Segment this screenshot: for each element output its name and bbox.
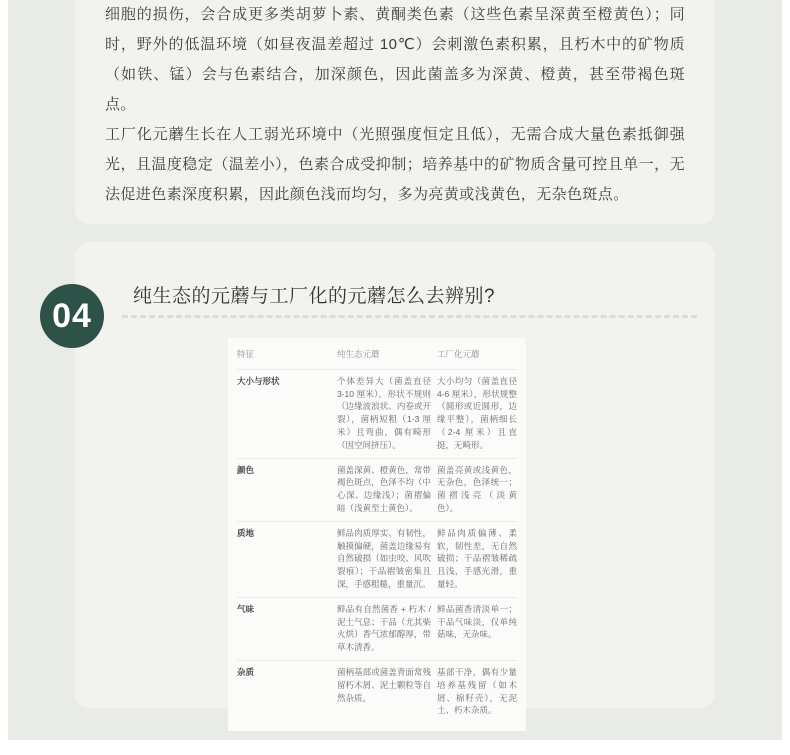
- natural-cell: 菌盖深黄、橙黄色，常带褐色斑点，色泽不均（中心深、边缘浅）；菌褶偏暗（浅黄至土黄色）。: [337, 464, 431, 513]
- factory-cell: 菌盖亮黄或浅黄色，无杂色，色泽统一；菌褶浅亮（淡黄色）。: [437, 464, 517, 513]
- natural-cell: 鲜品肉质厚实、有韧性，触摸偏硬，菌盖边缘易有自然破损（如虫咬、风吹裂痕）；干品褶皱密集且深，手感粗糙，重量沉。: [337, 527, 431, 589]
- table-row: [237, 369, 517, 458]
- section-number-badge: [40, 284, 104, 348]
- table-header-row: [237, 348, 517, 369]
- feature-cell: 质地: [237, 527, 255, 538]
- factory-cell: 鲜品菌香清淡单一；干品气味淡，仅单纯菇味，无杂味。: [437, 603, 517, 640]
- comparison-table: [228, 338, 526, 731]
- table-row: [237, 660, 517, 723]
- table-header-factory: 工厂化元蘑: [437, 349, 480, 359]
- feature-cell: 大小与形状: [237, 375, 280, 386]
- table-row: [237, 521, 517, 597]
- natural-cell: 鲜品有自然菌香 + 朽木 / 泥土气息；干品（尤其柴火烘）香气浓郁醇厚，带草木清香。: [337, 603, 431, 653]
- table-row: [237, 458, 517, 521]
- natural-cell: 菌柄基部或菌盖背面常残留朽木屑、泥土颗粒等自然杂质。: [337, 666, 431, 703]
- feature-cell: 颜色: [237, 464, 255, 475]
- article-paragraph-2: 工厂化元蘑生长在人工弱光环境中（光照强度恒定且低），无需合成大量色素抵御强光，且温度稳定（温差小），色素合成受抑制；培养基中的矿物质含量可控且单一，无法促进色素深度积累，因此颜色浅而均匀，多为亮黄或浅黄色，无杂色斑点。: [105, 126, 685, 203]
- article-paragraph-1: 细胞的损伤，会合成更多类胡萝卜素、黄酮类色素（这些色素呈深黄至橙黄色）；同时，野外的低温环境（如昼夜温差超过 10℃）会刺激色素积累，且朽木中的矿物质（如铁、锰）会与色素结合，加深颜色，因此菌盖多为深黄、橙黄，甚至带褐色斑点。: [105, 6, 685, 113]
- article-card: [75, 0, 715, 224]
- section-number: 04: [52, 296, 92, 335]
- dashed-divider: [122, 315, 697, 318]
- factory-cell: 基部干净，偶有少量培养基残留（如木屑、棉籽壳），无泥土、朽木杂质。: [437, 666, 517, 716]
- factory-cell: 鲜品肉质偏薄、柔软，韧性差，无自然破损；干品褶皱稀疏且浅，手感光滑，重量轻。: [437, 527, 517, 589]
- table-header-feature: 特征: [237, 349, 255, 359]
- factory-cell: 大小均匀（菌盖直径 4-6 厘米），形状规整（圆形或近圆形，边缘平整），菌柄细长（2-4 厘米）且直挺，无畸形。: [437, 375, 517, 450]
- section-title: 纯生态的元蘑与工厂化的元蘑怎么去辨别?: [133, 286, 496, 307]
- natural-cell: 个体差异大（菌盖直径 3-10 厘米），形状不规则（边缘波浪状、内卷或开裂），菌柄短粗（1-3 厘米）且弯曲，偶有畸形（因空间挤压）。: [337, 375, 431, 450]
- feature-cell: 杂质: [237, 666, 255, 677]
- feature-cell: 气味: [237, 603, 255, 614]
- table-row: [237, 597, 517, 660]
- table-header-natural: 纯生态元蘑: [337, 349, 380, 359]
